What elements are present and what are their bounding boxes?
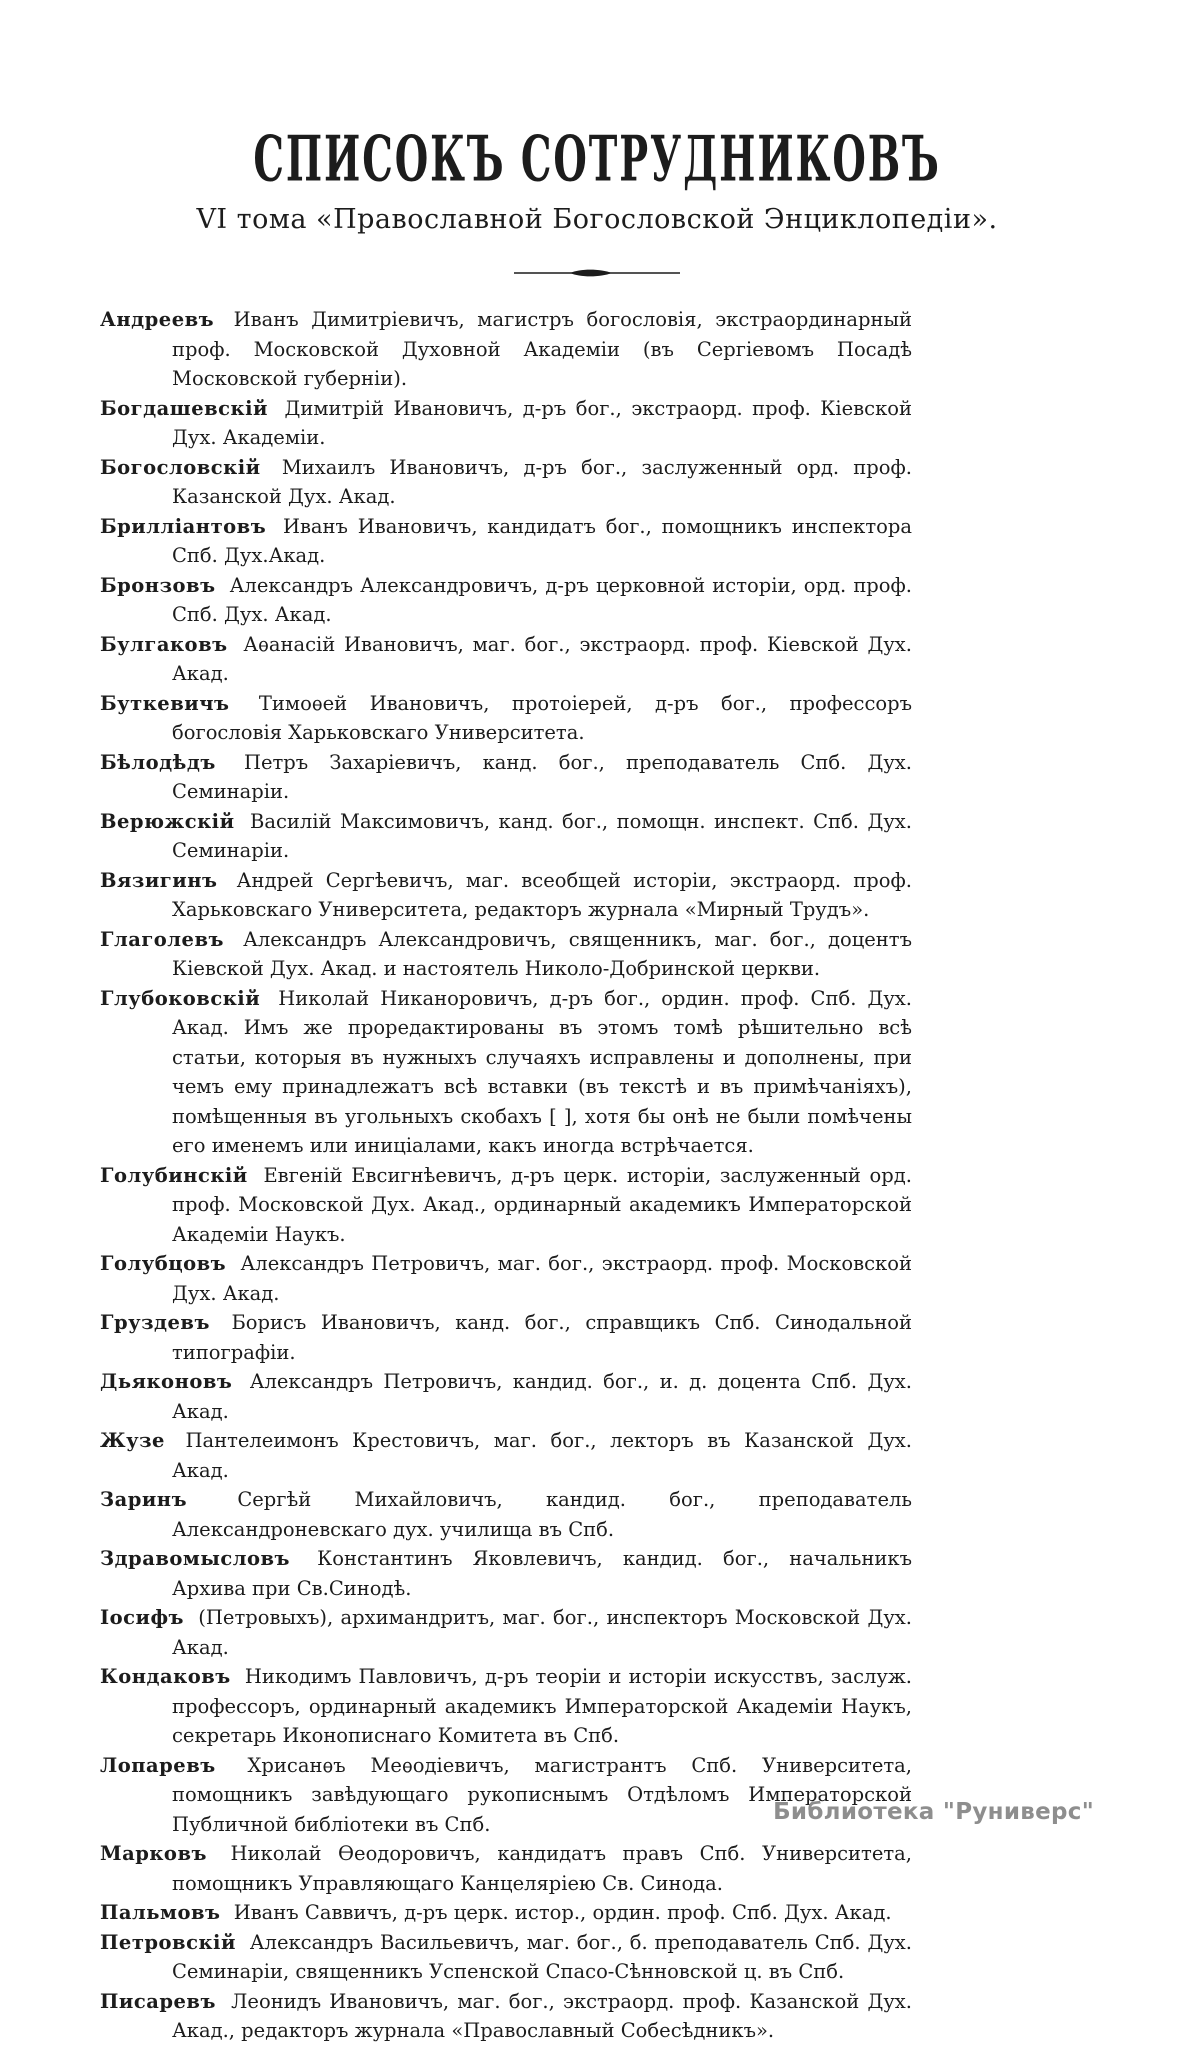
contributor-surname: Бѣлодѣдъ [100,750,216,774]
contributor-surname: Писаревъ [100,1989,216,2013]
contributor-details: Александръ Александровичъ, д-ръ церковной исторіи, орд. проф. Спб. Дух. Акад. [172,573,912,626]
contributor-entry [100,1928,912,1987]
contributor-entry [100,984,912,1161]
contributor-entry [100,1308,912,1367]
contributor-surname: Жузе [100,1429,165,1452]
contributor-entry [100,1987,912,2046]
library-watermark: Библиотека "Руниверс" [773,1799,1094,1825]
contributor-details: Никодимъ Павловичъ, д-ръ теоріи и исторіи искусствъ, заслуж. профессоръ, ординарный академикъ Императорской Академіи Наукъ, секретарь Иконописнаго Комитета въ Спб. [172,1665,912,1747]
contributor-details: Петръ Захаріевичъ, канд. бог., преподаватель Спб. Дух. Семинаріи. [172,750,912,803]
contributor-surname: Бронзовъ [100,573,216,597]
contributor-details: Михаилъ Ивановичъ, д-ръ бог., заслуженный орд. проф. Казанской Дух. Акад. [172,455,912,508]
contributor-details: Иванъ Ивановичъ, кандидатъ бог., помощникъ инспектора Спб. Дух.Акад. [172,514,912,567]
contributor-details: Константинъ Яковлевичъ, кандид. бог., начальникъ Архива при Св.Синодѣ. [172,1547,912,1600]
contributor-surname: Глаголевъ [100,927,224,951]
contributor-details: Андрей Сергѣевичъ, маг. всеобщей исторіи, экстраорд. проф. Харьковскаго Университета, редакторъ журнала «Мирный Трудъ». [172,868,912,921]
contributor-entry [100,1544,912,1603]
contributor-details: Александръ Васильевичъ, маг. бог., б. преподаватель Спб. Дух. Семинаріи, священникъ Успенской Спасо-Сѣнновской ц. въ Спб. [172,1930,912,1983]
contributor-surname: Дьяконовъ [100,1370,233,1393]
contributor-entry [100,807,912,866]
contributor-surname: Груздевъ [100,1311,210,1334]
contributor-entry [100,1485,912,1544]
page-title: СПИСОКЪ СОТРУДНИКОВЪ [253,122,941,197]
contributor-surname: Андреевъ [100,308,215,331]
contributor-surname: Булгаковъ [100,632,228,656]
contributor-entry [100,866,912,925]
contributor-entry [100,1426,912,1485]
contributor-entry [100,453,912,512]
contributor-surname: Верюжскій [100,809,235,833]
contributor-entry [100,512,912,571]
contributor-entry [100,1662,912,1751]
contributor-surname: Кондаковъ [100,1665,231,1688]
contributors-list [100,305,912,2046]
contributor-surname: Іосифъ [100,1606,185,1629]
contributor-entry [100,630,912,689]
contributor-details: Пантелеимонъ Крестовичъ, маг. бог., лекторъ въ Казанской Дух. Акад. [171,1429,912,1482]
contributor-surname: Брилліантовъ [100,514,267,538]
contributor-surname: Буткевичъ [100,691,230,715]
contributor-details: (Петровыхъ), архимандритъ, маг. бог., инспекторъ Московской Дух. Акад. [172,1606,912,1659]
contributor-details: Иванъ Димитріевичъ, магистръ богословія, экстраординарный проф. Московской Духовной Академіи (въ Сергіевомъ Посадѣ Московской губерніи). [172,308,912,390]
contributor-entry [100,571,912,630]
contributor-details: Александръ Петровичъ, кандид. бог., и. д. доцента Спб. Дух. Акад. [172,1370,912,1423]
contributor-details: Николай Никаноровичъ, д-ръ бог., ордин. проф. Спб. Дух. Акад. Имъ же проредактированы въ этомъ томѣ рѣшительно всѣ статьи, которыя въ нужныхъ случаяхъ исправлены и дополнены, при чемъ ему принадлежатъ всѣ вставки (въ текстѣ и въ примѣчаніяхъ), помѣщенныя въ угольныхъ скобахъ [ ], хотя бы онѣ не были помѣчены его именемъ или иниціалами, какъ иногда встрѣчается. [172,986,912,1157]
contributor-surname: Богдашевскій [100,396,268,420]
contributor-entry [100,305,912,394]
contributor-entry [100,1898,912,1928]
contributor-surname: Лопаревъ [100,1753,216,1777]
contributor-entry [100,1367,912,1426]
contributor-details: Аѳанасій Ивановичъ, маг. бог., экстраорд. проф. Кіевской Дух. Акад. [172,632,912,685]
contributor-surname: Марковъ [100,1842,207,1865]
contributor-entry [100,689,912,748]
contributor-surname: Здравомысловъ [100,1547,291,1570]
contributor-surname: Голубцовъ [100,1252,227,1275]
contributor-details: Николай Ѳеодоровичъ, кандидатъ правъ Спб. Университета, помощникъ Управляющаго Канцеляріею Св. Синода. [172,1842,912,1895]
contributor-surname: Вязигинъ [100,868,218,892]
contributor-entry [100,748,912,807]
contributor-entry [100,1249,912,1308]
contributor-details: Димитрій Ивановичъ, д-ръ бог., экстраорд. проф. Кіевской Дух. Академіи. [172,396,912,449]
contributor-details: Александръ Петровичъ, маг. бог., экстраорд. проф. Московской Дух. Акад. [172,1252,912,1305]
contributor-details: Леонидъ Ивановичъ, маг. бог., экстраорд. проф. Казанской Дух. Акад., редакторъ журнала «Православный Собесѣдникъ». [172,1989,912,2042]
contributor-details: Сергѣй Михайловичъ, кандид. бог., преподаватель Александроневскаго дух. училища въ Спб. [172,1488,912,1541]
page-subtitle: VI тома «Православной Богословской Энциклопедіи». [196,204,998,235]
contributor-surname: Пальмовъ [100,1901,221,1924]
divider-ornament [0,265,1194,281]
contributor-entry [100,394,912,453]
contributor-details: Василій Максимовичъ, канд. бог., помощн. инспект. Спб. Дух. Семинаріи. [172,809,912,862]
contributor-surname: Петровскій [100,1930,236,1954]
contributor-details: Тимоѳей Ивановичъ, протоіерей, д-ръ бог., профессоръ богословія Харьковскаго Университета. [172,691,912,744]
contributor-entry [100,1751,912,1840]
contributor-details: Борисъ Ивановичъ, канд. бог., справщикъ Спб. Синодальной типографіи. [172,1311,912,1364]
contributor-details: Евгеній Евсигнѣевичъ, д-ръ церк. исторіи, заслуженный орд. проф. Московской Дух. Акад., ординарный академикъ Императорской Академіи Наукъ. [172,1163,912,1246]
contributor-entry [100,1603,912,1662]
contributor-surname: Глубоковскій [100,986,261,1010]
contributor-surname: Заринъ [100,1488,188,1511]
contributor-entry [100,1161,912,1250]
contributor-details: Иванъ Саввичъ, д-ръ церк. истор., ордин. проф. Спб. Дух. Акад. [227,1901,892,1924]
contributor-surname: Голубинскій [100,1163,248,1187]
contributor-details: Александръ Александровичъ, священникъ, маг. бог., доцентъ Кіевской Дух. Акад. и настоятель Николо-Добринской церкви. [172,927,912,980]
contributor-entry [100,925,912,984]
divider-rule-icon [512,266,682,280]
page-header [0,0,1194,281]
contributor-details: Хрисанѳъ Меѳодіевичъ, магистрантъ Спб. Университета, помощникъ завѣдующаго рукописнымъ Отдѣломъ Императорской Публичной библіотеки въ Спб. [172,1753,912,1836]
contributor-surname: Богословскій [100,455,261,479]
